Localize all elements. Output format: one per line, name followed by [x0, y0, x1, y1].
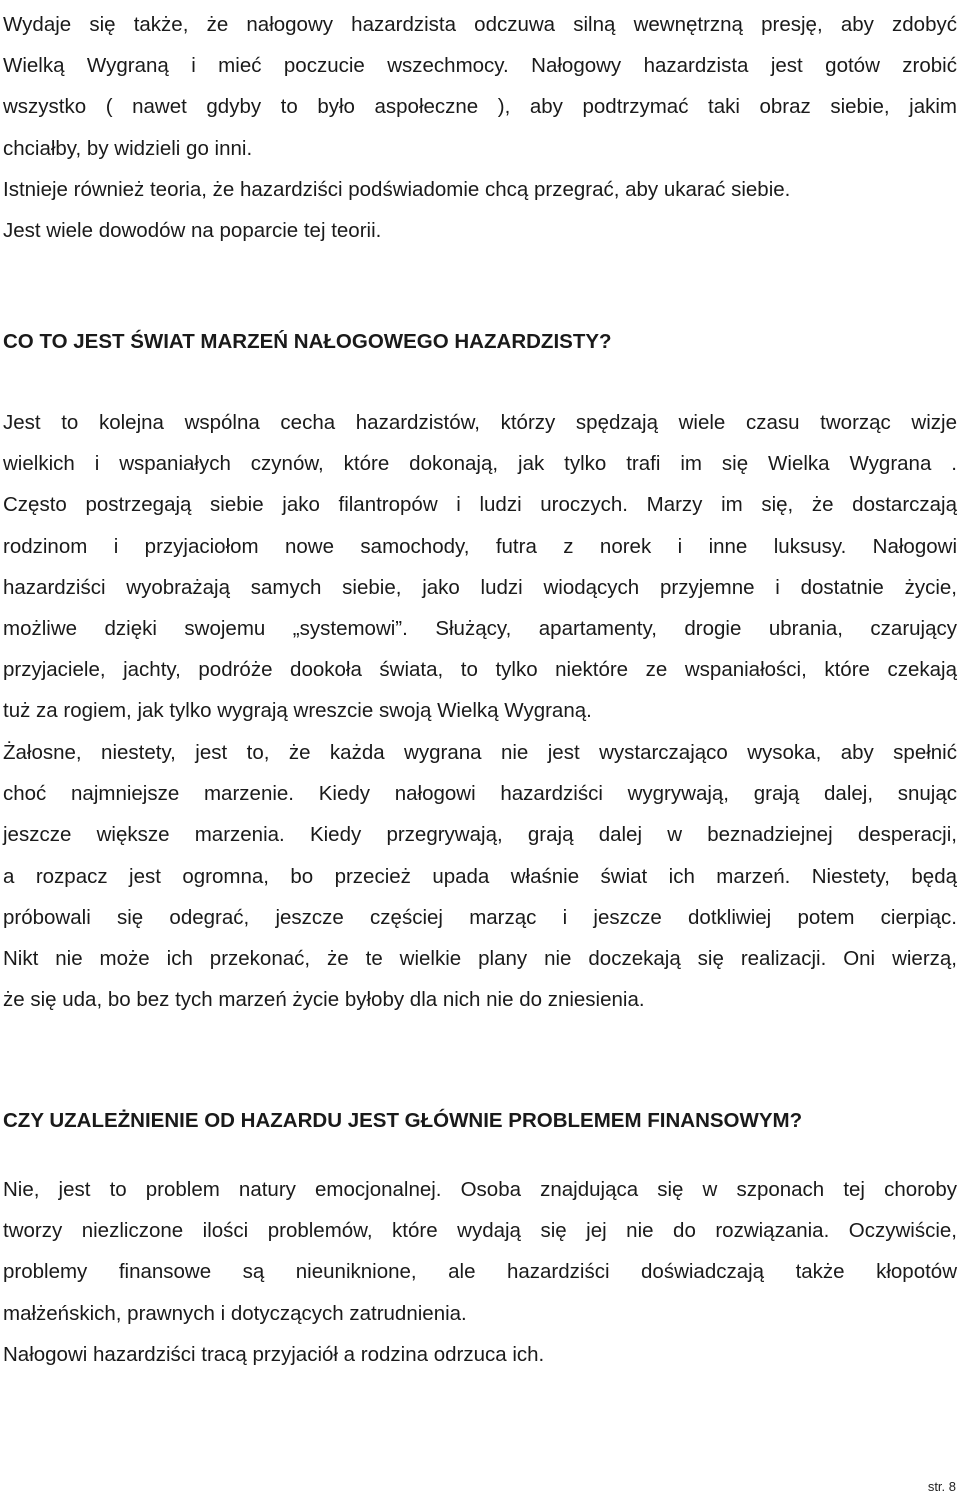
intro-line: chciałby, by widzieli go inni. — [3, 136, 253, 160]
paragraph-line: możliwe dzięki swojemu „systemowi”. Służący, apartamenty, drogie ubrania, czarujący — [3, 616, 957, 640]
paragraph-line: wielkich i wspaniałych czynów, które dokonają, jak tylko trafi im się Wielka Wygrana . — [3, 452, 957, 476]
paragraph-line: jeszcze większe marzenia. Kiedy przegrywają, grają dalej w beznadziejnej desperacji, — [3, 823, 957, 847]
paragraph-line: tworzy niezliczone ilości problemów, które wydają się jej nie do rozwiązania. Oczywiście, — [3, 1219, 957, 1243]
paragraph-line: próbowali się odegrać, jeszcze częściej marząc i jeszcze dotkliwiej potem cierpiąc. — [3, 905, 957, 929]
intro-paragraph — [3, 4, 957, 251]
intro-line: Istnieje również teoria, że hazardziści podświadomie chcą przegrać, aby ukarać siebie. — [3, 177, 791, 201]
paragraph-line: Nie, jest to problem natury emocjonalnej. Osoba znajdująca się w szponach tej choroby — [3, 1178, 957, 1201]
paragraph-line: Nikt nie może ich przekonać, że te wielkie plany nie doczekają się realizacji. Oni wierzą, — [3, 946, 957, 970]
dream-world-paragraph — [3, 402, 957, 732]
intro-line: wszystko ( nawet gdyby to było aspołeczne ), aby podtrzymać taki obraz siebie, jakim — [3, 95, 957, 119]
section-heading-dream-world: CO TO JEST ŚWIAT MARZEŃ NAŁOGOWEGO HAZARDZISTY? — [3, 330, 612, 353]
paragraph-line: choć najmniejsze marzenie. Kiedy nałogowi hazardziści wygrywają, grają dalej, snując — [3, 782, 957, 806]
paragraph-line: małżeńskich, prawnych i dotyczących zatrudnienia. — [3, 1301, 467, 1325]
paragraph-line: problemy finansowe są nieuniknione, ale hazardziści doświadczają także kłopotów — [3, 1260, 957, 1284]
paragraph-line: Często postrzegają siebie jako filantropów i ludzi uroczych. Marzy im się, że dostarczają — [3, 493, 957, 517]
paragraph-line: Jest to kolejna wspólna cecha hazardzistów, którzy spędzają wiele czasu tworząc wizje — [3, 411, 957, 434]
paragraph-line: a rozpacz jest ogromna, bo przecież upada właśnie świat ich marzeń. Niestety, będą — [3, 864, 957, 888]
paragraph-line: że się uda, bo bez tych marzeń życie byłoby dla nich nie do zniesienia. — [3, 988, 645, 1012]
paragraph-line: rodzinom i przyjaciołom nowe samochody, futra z norek i inne luksusy. Nałogowi — [3, 534, 957, 558]
paragraph-line: Żałosne, niestety, jest to, że każda wygrana nie jest wystarczająco wysoka, aby spełnić — [3, 741, 957, 764]
paragraph-line: przyjaciele, jachty, podróże dookoła świata, to tylko niektóre ze wspaniałości, które czekają — [3, 658, 957, 682]
intro-line: Wielką Wygraną i mieć poczucie wszechmocy. Nałogowy hazardzista jest gotów zrobić — [3, 54, 957, 78]
paragraph-line: tuż za rogiem, jak tylko wygrają wreszcie swoją Wielką Wygraną. — [3, 699, 592, 723]
financial-problem-paragraph — [3, 1169, 957, 1334]
closing-paragraph: Nałogowi hazardziści tracą przyjaciół a rodzina odrzuca ich. — [3, 1343, 545, 1366]
paragraph-line: hazardziści wyobrażają samych siebie, jako ludzi wiodących przyjemne i dostatnie życie, — [3, 575, 957, 599]
page-number: str. 8 — [927, 1479, 956, 1494]
dream-world-paragraph-2 — [3, 732, 957, 1020]
section-heading-financial-problem: CZY UZALEŻNIENIE OD HAZARDU JEST GŁÓWNIE PROBLEMEM FINANSOWYM? — [3, 1109, 803, 1132]
intro-line: Jest wiele dowodów na poparcie tej teorii. — [3, 218, 382, 242]
intro-line: Wydaje się także, że nałogowy hazardzista odczuwa silną wewnętrzną presję, aby zdobyć — [3, 13, 957, 36]
